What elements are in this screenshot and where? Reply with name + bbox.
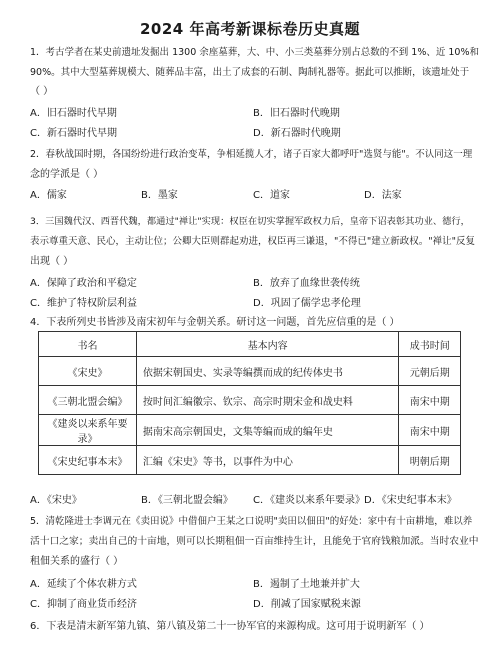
table-row <box>39 386 461 415</box>
q5-option-a: A．延续了个体农耕方式 <box>30 579 137 590</box>
q3-option-d: D．巩固了儒学忠孝伦理 <box>253 298 361 309</box>
q1-option-b: B．旧石器时代晚期 <box>253 108 340 119</box>
q1-option-a: A．旧石器时代早期 <box>30 108 117 119</box>
table-row <box>39 357 461 386</box>
q5-option-d: D．削减了国家赋税来源 <box>253 599 361 610</box>
history-books-table <box>38 331 461 475</box>
q4-option-b: B．《三朝北盟会编》 <box>141 495 233 506</box>
table-cell-content: 按时间汇编徽宗、钦宗、高宗时期宋金和战史料 <box>136 386 398 415</box>
table-header-row <box>39 332 461 357</box>
table-cell-content: 汇编《宋史》等书，以事件为中心 <box>136 446 398 475</box>
q1-line-1: 1．考古学者在某史前遗址发掘出 1300 余座墓葬，大、中、小三类墓葬分别占总数的不到 1%、近 10%和 <box>30 47 479 58</box>
table-cell-time: 明朝后期 <box>399 446 461 475</box>
q5-line-3: 租佃关系的盛行（ ） <box>30 556 124 567</box>
q4-option-a: A．《宋史》 <box>30 495 82 506</box>
table-header-cell: 书名 <box>39 332 137 357</box>
q2-line-2: 念的学派是（ ） <box>30 169 104 180</box>
q2-line-1: 2．春秋战国时期，各国纷纷进行政治变革，争相延揽人才，诸子百家大都呼吁"选贤与能"。不认同这一理 <box>30 149 473 160</box>
q4-option-c: C．《建炎以来系年要录》 <box>253 495 365 506</box>
table-cell-content: 据南宋高宗朝国史，文集等编而成的编年史 <box>136 415 398 446</box>
q5-option-c: C．抑制了商业货币经济 <box>30 599 137 610</box>
table-cell-time: 南宋中期 <box>399 386 461 415</box>
q2-option-c: C．道家 <box>253 190 290 201</box>
table-cell-time: 南宋中期 <box>399 415 461 446</box>
q4-line-1: 4．下表所列史书皆涉及南宋初年与金朝关系。研讨这一问题，首先应信重的是（ ） <box>30 317 400 328</box>
table-cell-title: 《宋史纪事本末》 <box>39 446 137 475</box>
table-cell-title: 《三朝北盟会编》 <box>39 386 137 415</box>
table-cell-title: 《宋史》 <box>39 357 137 386</box>
q4-option-d: D．《宋史纪事本末》 <box>364 495 457 506</box>
table-row <box>39 415 461 446</box>
table-header-cell: 成书时间 <box>399 332 461 357</box>
table-cell-time: 元朝后期 <box>399 357 461 386</box>
q2-option-b: B．墨家 <box>141 190 178 201</box>
q3-option-c: C．维护了特权阶层利益 <box>30 298 137 309</box>
table-header-cell: 基本内容 <box>136 332 398 357</box>
q6-line-1: 6．下表是清末新军第九镇、第八镇及第二十一协军官的来源构成。这可用于说明新军（ ） <box>30 621 430 632</box>
q3-line-3: 出现（ ） <box>30 256 74 267</box>
q1-option-c: C．新石器时代早期 <box>30 128 117 139</box>
q1-option-d: D．新石器时代晚期 <box>253 128 341 139</box>
q1-line-2: 90%。其中大型墓葬规模大、随葬品丰富，出土了成套的石制、陶制礼器等。据此可以推断，该遗址处于 <box>30 67 470 78</box>
table-cell-title: 《建炎以来系年要录》 <box>39 415 137 446</box>
table-cell-content: 依据宋朝国史、实录等编撰而成的纪传体史书 <box>136 357 398 386</box>
q5-line-1: 5．清乾隆进士李调元在《卖田说》中借佃户王某之口说明"卖田以佃田"的好处：家中有十亩耕地，难以养 <box>30 516 473 527</box>
q1-line-3: （ ） <box>30 86 54 97</box>
q5-option-b: B．遏制了土地兼并扩大 <box>253 579 360 590</box>
q3-option-b: B．放弃了血缘世袭传统 <box>253 278 360 289</box>
q2-option-a: A．儒家 <box>30 190 67 201</box>
q5-line-2: 活十口之家；卖出自己的十亩地，则可以长期租佃一百亩维持生计，且能免于官府钱粮加派。当时农业中 <box>30 536 479 547</box>
q3-line-1: 3．三国魏代汉、西晋代魏，都通过"禅让"实现：权臣在切实掌握军政权力后，皇帝下诏表彰其功业、德行， <box>30 216 470 227</box>
table-row <box>39 446 461 475</box>
q3-option-a: A．保障了政治和平稳定 <box>30 278 137 289</box>
q2-option-d: D．法家 <box>364 190 402 201</box>
page-title: 2024 年高考新课标卷历史真题 <box>140 20 360 38</box>
q3-line-2: 表示尊重天意、民心，主动让位；公卿大臣则群起劝进，权臣再三谦退，"不得已"建立新政权。"禅让"反复 <box>30 236 475 247</box>
